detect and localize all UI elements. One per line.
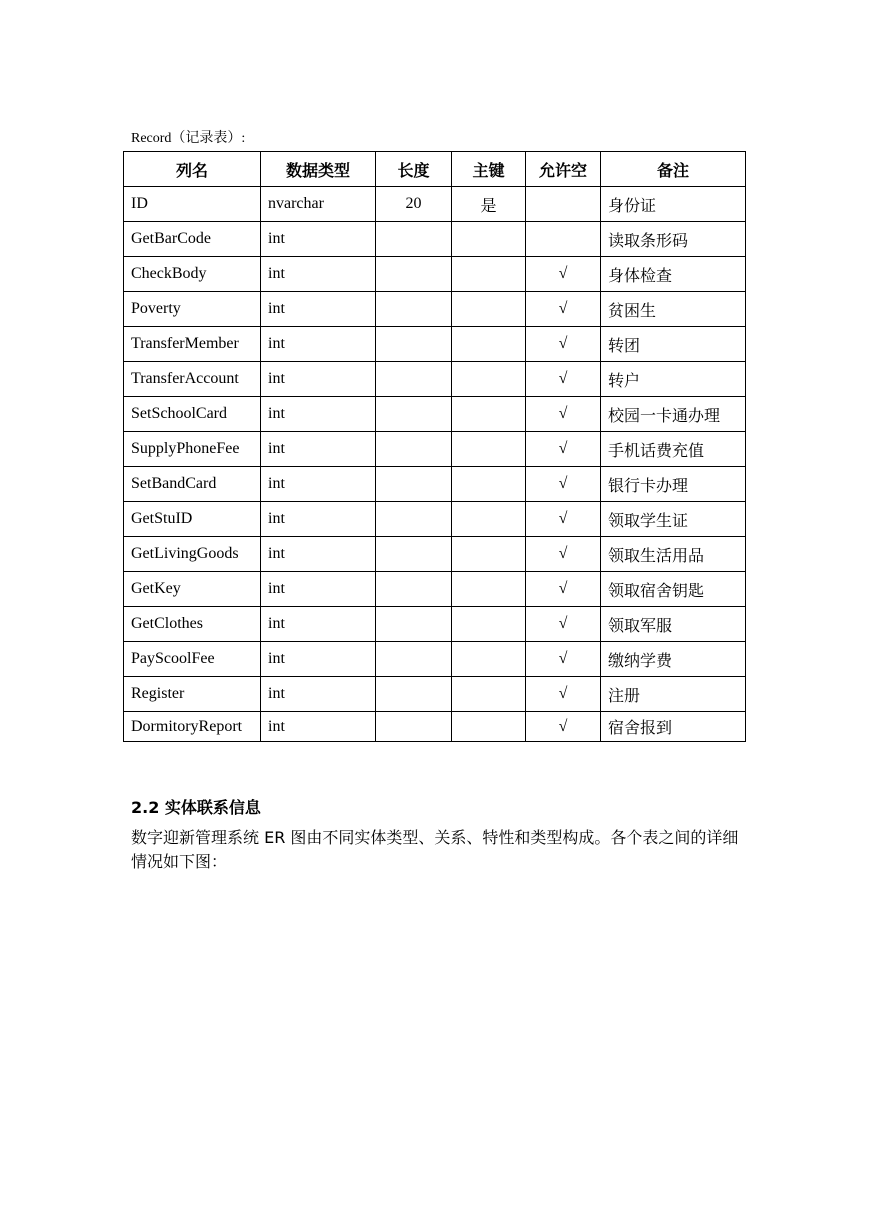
cell-note: 领取生活用品 <box>601 537 746 572</box>
cell-data-type: int <box>261 432 376 467</box>
cell-column-name: SupplyPhoneFee <box>124 432 261 467</box>
cell-column-name: Poverty <box>124 292 261 327</box>
cell-note: 贫困生 <box>601 292 746 327</box>
cell-data-type: int <box>261 467 376 502</box>
cell-note: 身份证 <box>601 187 746 222</box>
cell-nullable: √ <box>526 572 601 607</box>
cell-length <box>376 467 452 502</box>
cell-note: 转户 <box>601 362 746 397</box>
cell-note: 转团 <box>601 327 746 362</box>
cell-nullable: √ <box>526 292 601 327</box>
cell-note: 手机话费充值 <box>601 432 746 467</box>
cell-nullable: √ <box>526 642 601 677</box>
cell-column-name: PayScoolFee <box>124 642 261 677</box>
cell-nullable: √ <box>526 712 601 742</box>
cell-data-type: int <box>261 222 376 257</box>
cell-column-name: GetClothes <box>124 607 261 642</box>
table-row <box>124 677 746 712</box>
section-paragraph: 数字迎新管理系统 ER 图由不同实体类型、关系、特性和类型构成。各个表之间的详细情况如下图： <box>131 828 739 871</box>
cell-note: 宿舍报到 <box>601 712 746 742</box>
cell-primary-key <box>452 327 526 362</box>
cell-length <box>376 327 452 362</box>
cell-note: 身体检查 <box>601 257 746 292</box>
cell-column-name: GetLivingGoods <box>124 537 261 572</box>
cell-nullable: √ <box>526 677 601 712</box>
table-row <box>124 257 746 292</box>
cell-column-name: ID <box>124 187 261 222</box>
cell-nullable <box>526 222 601 257</box>
cell-primary-key <box>452 292 526 327</box>
header-data-type: 数据类型 <box>261 152 376 187</box>
cell-note: 缴纳学费 <box>601 642 746 677</box>
cell-data-type: int <box>261 502 376 537</box>
cell-data-type: int <box>261 607 376 642</box>
cell-primary-key <box>452 362 526 397</box>
cell-column-name: GetKey <box>124 572 261 607</box>
cell-data-type: int <box>261 572 376 607</box>
cell-length <box>376 572 452 607</box>
cell-nullable: √ <box>526 257 601 292</box>
cell-column-name: SetSchoolCard <box>124 397 261 432</box>
cell-note: 银行卡办理 <box>601 467 746 502</box>
cell-note: 读取条形码 <box>601 222 746 257</box>
cell-column-name: GetStuID <box>124 502 261 537</box>
cell-column-name: TransferMember <box>124 327 261 362</box>
cell-note: 领取军服 <box>601 607 746 642</box>
cell-column-name: DormitoryReport <box>124 712 261 742</box>
cell-column-name: GetBarCode <box>124 222 261 257</box>
cell-primary-key: 是 <box>452 187 526 222</box>
cell-length <box>376 432 452 467</box>
header-length: 长度 <box>376 152 452 187</box>
table-row <box>124 712 746 742</box>
cell-nullable: √ <box>526 467 601 502</box>
cell-nullable: √ <box>526 607 601 642</box>
cell-primary-key <box>452 642 526 677</box>
cell-data-type: nvarchar <box>261 187 376 222</box>
cell-primary-key <box>452 607 526 642</box>
cell-nullable: √ <box>526 397 601 432</box>
table-row <box>124 572 746 607</box>
cell-note: 校园一卡通办理 <box>601 397 746 432</box>
cell-nullable <box>526 187 601 222</box>
cell-length <box>376 222 452 257</box>
cell-length <box>376 502 452 537</box>
cell-column-name: Register <box>124 677 261 712</box>
table-row <box>124 187 746 222</box>
cell-nullable: √ <box>526 432 601 467</box>
cell-nullable: √ <box>526 327 601 362</box>
table-row <box>124 642 746 677</box>
cell-primary-key <box>452 537 526 572</box>
header-note: 备注 <box>601 152 746 187</box>
cell-length <box>376 397 452 432</box>
cell-data-type: int <box>261 677 376 712</box>
cell-length <box>376 362 452 397</box>
cell-column-name: CheckBody <box>124 257 261 292</box>
table-header-row <box>124 152 746 187</box>
cell-primary-key <box>452 572 526 607</box>
cell-nullable: √ <box>526 502 601 537</box>
cell-column-name: SetBandCard <box>124 467 261 502</box>
header-primary-key: 主键 <box>452 152 526 187</box>
cell-primary-key <box>452 257 526 292</box>
cell-primary-key <box>452 222 526 257</box>
table-row <box>124 327 746 362</box>
cell-primary-key <box>452 397 526 432</box>
table-row <box>124 362 746 397</box>
cell-data-type: int <box>261 257 376 292</box>
cell-length <box>376 642 452 677</box>
cell-primary-key <box>452 467 526 502</box>
table-row <box>124 607 746 642</box>
table-row <box>124 222 746 257</box>
header-nullable: 允许空 <box>526 152 601 187</box>
cell-length: 20 <box>376 187 452 222</box>
table-row <box>124 292 746 327</box>
table-row <box>124 397 746 432</box>
cell-primary-key <box>452 712 526 742</box>
cell-length <box>376 257 452 292</box>
cell-data-type: int <box>261 397 376 432</box>
cell-data-type: int <box>261 642 376 677</box>
cell-primary-key <box>452 502 526 537</box>
table-row <box>124 537 746 572</box>
cell-data-type: int <box>261 362 376 397</box>
cell-nullable: √ <box>526 362 601 397</box>
cell-data-type: int <box>261 712 376 742</box>
table-row <box>124 432 746 467</box>
table-caption: Record（记录表）: <box>131 131 246 146</box>
cell-nullable: √ <box>526 537 601 572</box>
cell-data-type: int <box>261 537 376 572</box>
cell-column-name: TransferAccount <box>124 362 261 397</box>
cell-note: 注册 <box>601 677 746 712</box>
table-row <box>124 502 746 537</box>
cell-note: 领取宿舍钥匙 <box>601 572 746 607</box>
cell-data-type: int <box>261 327 376 362</box>
cell-length <box>376 537 452 572</box>
header-column-name: 列名 <box>124 152 261 187</box>
cell-length <box>376 712 452 742</box>
cell-length <box>376 292 452 327</box>
cell-data-type: int <box>261 292 376 327</box>
cell-length <box>376 607 452 642</box>
cell-length <box>376 677 452 712</box>
cell-note: 领取学生证 <box>601 502 746 537</box>
section-heading: 2.2 实体联系信息 <box>131 798 261 817</box>
record-table <box>123 151 746 742</box>
cell-primary-key <box>452 432 526 467</box>
cell-primary-key <box>452 677 526 712</box>
table-row <box>124 467 746 502</box>
